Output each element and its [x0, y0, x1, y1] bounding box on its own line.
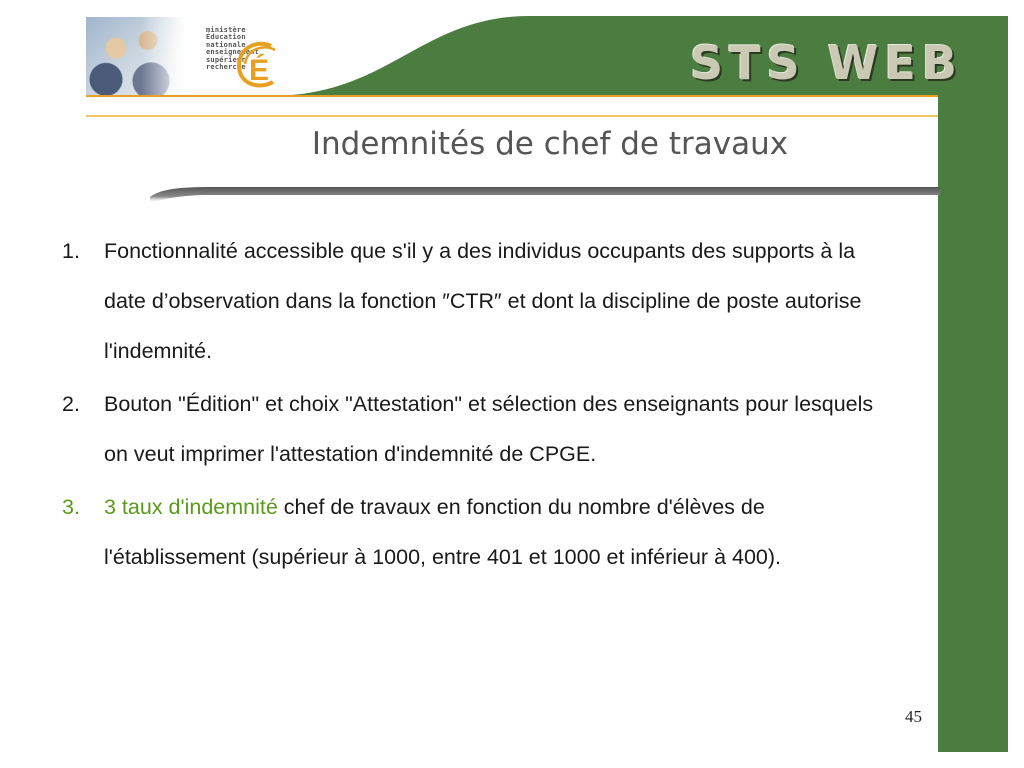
- right-green-bar: [938, 16, 1008, 752]
- list-item-number: 3.: [62, 495, 80, 519]
- svg-text:É: É: [249, 54, 270, 87]
- list-item-text: chef de travaux en fonction du nombre d'élèves de l'établissement (supérieur à 1000, entre 401 et 1000 et inférieur à 400).: [104, 495, 781, 569]
- header-orange-rule-light: [86, 115, 938, 117]
- ministry-line: enseignement: [206, 48, 259, 57]
- ministry-line: Éducation: [206, 33, 246, 42]
- content-list: [62, 226, 902, 585]
- title-underline-swoosh: [150, 183, 940, 207]
- list-item: [62, 482, 902, 582]
- list-item-number: 2.: [62, 392, 80, 416]
- list-item-accent: 3 taux d'indemnité: [104, 495, 278, 519]
- ministry-line: recherche: [206, 63, 246, 72]
- ministry-line: supérieur: [206, 55, 246, 64]
- list-item-number: 1.: [62, 239, 80, 263]
- page-number: 45: [905, 707, 922, 726]
- header-orange-rule: [86, 95, 938, 97]
- sts-web-brand: STS WEB: [690, 36, 963, 90]
- list-item-text: Fonctionnalité accessible que s'il y a des individus occupants des supports à la date d’observation dans la fonction ″CTR″ et dont la discipline de poste autorise l'indemnité.: [104, 239, 862, 363]
- list-item: [62, 379, 902, 479]
- students-photo: [86, 17, 186, 95]
- list-item-text: Bouton "Édition" et choix "Attestation" et sélection des enseignants pour lesquels on veut imprimer l'attestation d'indemnité de CPGE.: [104, 392, 874, 466]
- slide-title: Indemnités de chef de travaux: [311, 126, 789, 162]
- list-item: [62, 226, 902, 376]
- ministry-line: ministère: [206, 26, 246, 34]
- ministry-line: nationale: [206, 40, 246, 49]
